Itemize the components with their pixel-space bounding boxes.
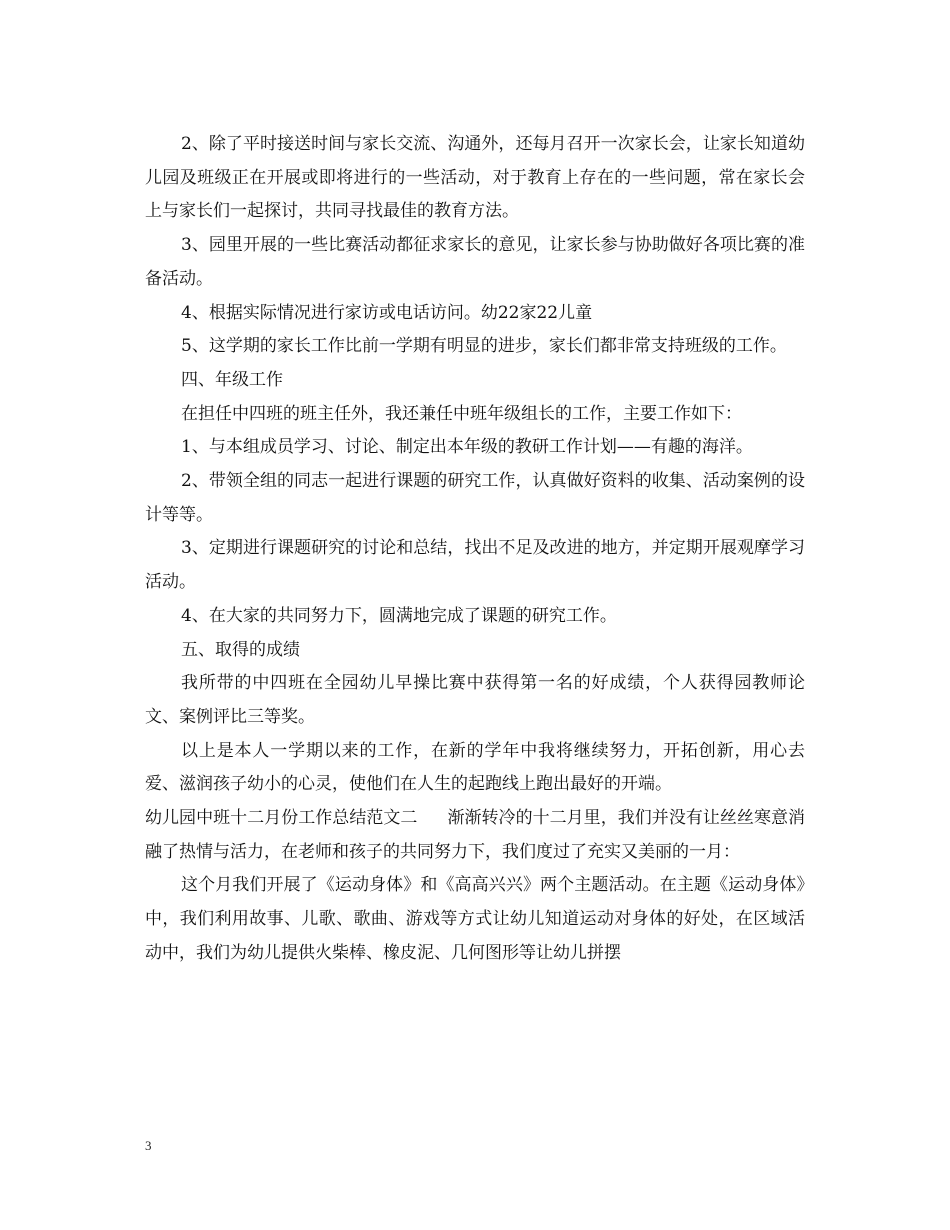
heading-grade-work: 四、年级工作 — [181, 369, 283, 390]
paragraph-competitions: 3、园里开展的一些比赛活动都征求家长的意见，让家长参与协助做好各项比赛的准备活动。 — [145, 235, 805, 289]
paragraph-conclusion: 以上是本人一学期以来的工作，在新的学年中我将继续努力，开拓创新，用心去爱、滋润孩子幼小的心灵，使他们在人生的起跑线上跑出最好的开端。 — [145, 740, 805, 795]
paragraph-teaching-plan: 1、与本组成员学习、讨论、制定出本年级的教研工作计划——有趣的海洋。 — [181, 437, 753, 458]
paragraph-research-work: 2、带领全组的同志一起进行课题的研究工作，认真做好资料的收集、活动案例的设计等等。 — [145, 471, 805, 525]
paragraph-parent-progress: 5、这学期的家长工作比前一学期有明显的进步，家长们都非常支持班级的工作。 — [181, 336, 787, 357]
page-number: 3 — [145, 1138, 152, 1153]
paragraph-grade-leader: 在担任中四班的班主任外，我还兼任中班年级组长的工作，主要工作如下： — [181, 403, 742, 424]
paragraph-parent-meetings: 2、除了平时接送时间与家长交流、沟通外，还每月召开一次家长会，让家长知道幼儿园及班级正在开展或即将进行的一些活动，对于教育上存在的一些问题，常在家长会上与家长们一起探讨，共同寻找最佳的教育方法。 — [145, 134, 805, 222]
heading-achievements: 五、取得的成绩 — [181, 639, 300, 660]
paragraph-section-two — [145, 802, 805, 869]
paragraph-research-summary: 3、定期进行课题研究的讨论和总结，找出不足及改进的地方，并定期开展观摩学习活动。 — [145, 538, 805, 593]
paragraph-monthly-themes: 这个月我们开展了《运动身体》和《高高兴兴》两个主题活动。在主题《运动身体》中，我们利用故事、儿歌、歌曲、游戏等方式让幼儿知道运动对身体的好处，在区域活动中，我们为幼儿提供火柴棒、橡皮泥、几何图形等让幼儿拼摆 — [145, 875, 805, 963]
section-intro: 渐渐转冷的十二月里，我们并没有让丝丝寒意消融了热情与活力，在老师和孩子的共同努力下，我们度过了充实又美丽的一月： — [145, 808, 806, 862]
paragraph-home-visits: 4、根据实际情况进行家访或电话访问。幼22家22儿童 — [181, 302, 593, 323]
paragraph-research-complete: 4、在大家的共同努力下，圆满地完成了课题的研究工作。 — [181, 605, 617, 626]
document-body — [145, 128, 805, 971]
section-title: 幼儿园中班十二月份工作总结范文二 — [145, 808, 418, 829]
paragraph-achievements: 我所带的中四班在全园幼儿早操比赛中获得第一名的好成绩，个人获得园教师论文、案例评比三等奖。 — [145, 673, 805, 727]
